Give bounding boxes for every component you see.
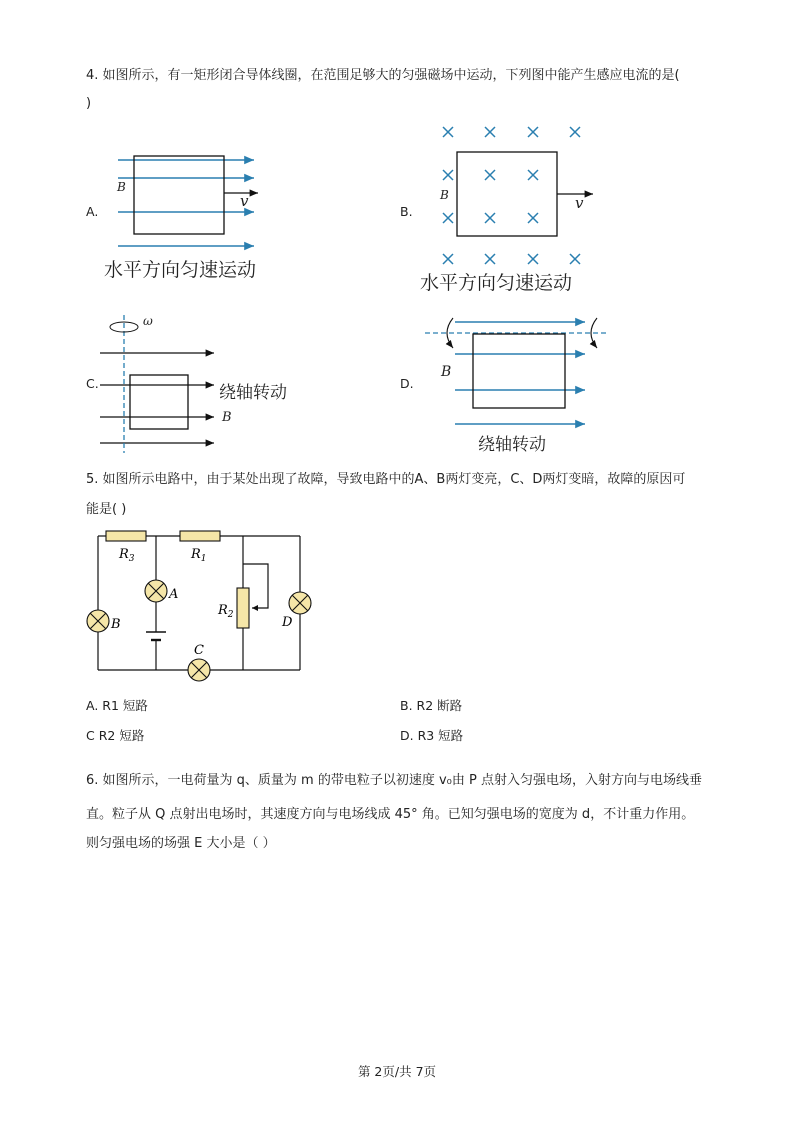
label-r2: $R_2$ bbox=[218, 603, 234, 620]
coil-rectangle bbox=[130, 375, 188, 429]
lamp-c bbox=[188, 659, 210, 681]
q4-option-a-label[interactable]: A. bbox=[86, 204, 99, 219]
q4-stem-line2: ) bbox=[86, 96, 92, 111]
q4-a-field-label: B bbox=[117, 180, 126, 194]
q4-option-d-diagram bbox=[425, 308, 615, 438]
label-c: C bbox=[194, 643, 204, 658]
q5-option-d[interactable]: D. R3 短路 bbox=[400, 728, 464, 743]
q5-option-c[interactable]: C R2 短路 bbox=[86, 728, 145, 743]
q4-option-c-diagram bbox=[100, 313, 230, 458]
label-b: B bbox=[111, 617, 121, 632]
q5-circuit-diagram bbox=[82, 528, 322, 684]
label-a: A bbox=[169, 587, 179, 602]
page-footer: 第 2页/共 7页 bbox=[357, 1064, 437, 1079]
q6-stem-line1: 6. 如图所示，一电荷量为 q、质量为 m 的带电粒子以初速度 v₀由 P 点射入匀强电场，入射方向与电场线垂 bbox=[86, 773, 702, 788]
lamp-a bbox=[145, 580, 167, 602]
resistor-r1 bbox=[180, 531, 220, 541]
q4-option-d-label[interactable]: D. bbox=[400, 376, 414, 391]
q4-a-caption: 水平方向匀速运动 bbox=[104, 259, 257, 281]
q5-option-a[interactable]: A. R1 短路 bbox=[86, 698, 148, 713]
label-r3: $R_3$ bbox=[119, 547, 135, 564]
q4-b-velocity-label: v bbox=[575, 194, 584, 212]
field-crosses bbox=[443, 127, 580, 264]
q5-stem-line2: 能是( ) bbox=[86, 502, 127, 517]
coil-rectangle bbox=[457, 152, 557, 236]
resistor-r2 bbox=[237, 588, 249, 628]
coil-rectangle bbox=[473, 334, 565, 408]
q4-b-field-label: B bbox=[440, 188, 449, 202]
q4-option-c-label[interactable]: C. bbox=[86, 376, 99, 391]
q4-option-b-label[interactable]: B. bbox=[400, 204, 413, 219]
q4-c-caption: 绕轴转动 bbox=[219, 383, 287, 403]
q4-stem-line1: 4. 如图所示，有一矩形闭合导体线圈，在范围足够大的匀强磁场中运动，下列图中能产生感应电流的是( bbox=[86, 68, 680, 83]
label-d: D bbox=[282, 615, 293, 630]
resistor-r3 bbox=[106, 531, 146, 541]
q4-b-caption: 水平方向匀速运动 bbox=[420, 272, 573, 294]
q4-c-omega-label: ω bbox=[143, 314, 153, 328]
q4-c-field-label: B bbox=[222, 410, 232, 425]
lamp-d bbox=[289, 592, 311, 614]
q6-stem-line3: 则匀强电场的场强 E 大小是（ ） bbox=[86, 836, 276, 851]
q4-d-field-label: B bbox=[441, 364, 452, 380]
field-lines bbox=[118, 160, 254, 246]
label-r1: $R_1$ bbox=[191, 547, 207, 564]
lamp-b bbox=[87, 610, 109, 632]
coil-rectangle bbox=[134, 156, 224, 234]
q4-a-velocity-label: v bbox=[240, 192, 249, 210]
q5-option-b[interactable]: B. R2 断路 bbox=[400, 698, 463, 713]
q6-stem-line2: 直。粒子从 Q 点射出电场时，其速度方向与电场线成 45° 角。已知匀强电场的宽度为 d，不计重力作用。 bbox=[86, 807, 695, 822]
q5-stem-line1: 5. 如图所示电路中，由于某处出现了故障，导致电路中的A、B两灯变亮，C、D两灯变暗，故障的原因可 bbox=[86, 472, 686, 487]
q4-d-caption: 绕轴转动 bbox=[478, 435, 546, 455]
